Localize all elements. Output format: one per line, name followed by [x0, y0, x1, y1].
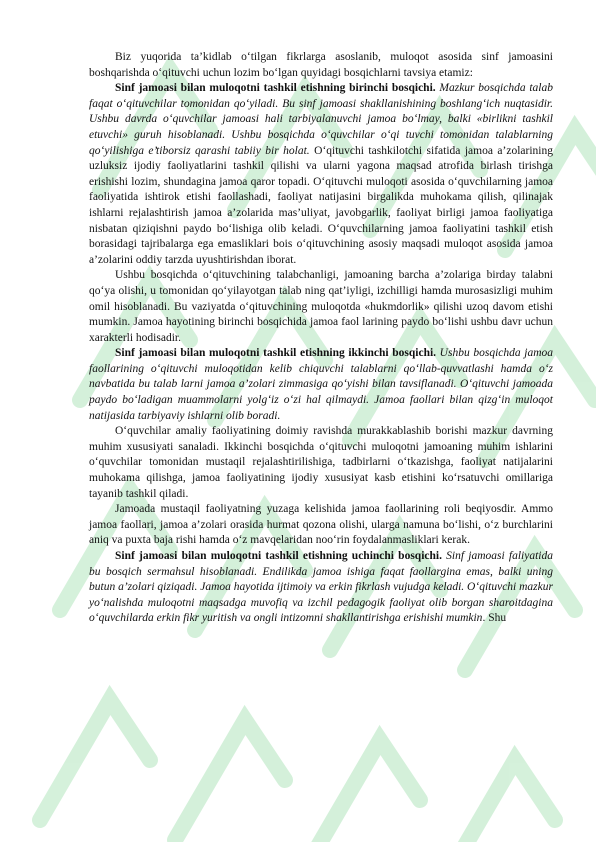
- body-text: . Shu: [482, 612, 507, 625]
- paragraph: [89, 81, 553, 268]
- paragraph: [89, 424, 553, 502]
- section-heading: Sinf jamoasi bilan muloqotni tashkil etishning uchinchi bosqichi.: [115, 550, 442, 562]
- paragraph: [89, 50, 553, 81]
- section-heading: Sinf jamoasi bilan muloqotni tashkil etishning birinchi bosqichi.: [115, 82, 436, 95]
- body-text: Jamoada mustaqil faoliyatning yuzaga kelishida jamoa faollarining roli beqiyosdir. Ammo jamoa faollari, jamoa a’zolari orasida hurmat qozona olishi, ularga namuna bo‘lishi, o‘z burchlarini aniq va puxta baja rishi hamda o‘z mavqelaridan noo‘rin foydalanmasliklari kerak.: [89, 503, 553, 547]
- italic-text: Sinf jamoasi faliyatida bu bosqich sermahsul hisoblanadi. Endilikda jamoa ishiga faqat faollargina emas, balki uning butun a’zolari qiziqadi. Jamoa hayotida ijtimoiy va erkin fikrlash vujudga keladi. O‘qituvchi mazkur yo‘nalishda muloqotni maqsadga muvofiq va izchil pedagogik faoliyat olib borgan sharoitdagina o‘quvchilarda erkin fikr yuritish va ongli intizomni shakllantirishga erishishi mumkin: [89, 550, 553, 625]
- italic-text: Mazkur bosqichda talab faqat o‘qituvchilar tomonidan qo‘yiladi. Bu sinf jamoasi shakllanishining boshlang‘ich nuqtasidir. Ushbu davrda o‘quvchilar jamoasi hali tarbiyalanuvchi jamoa bo‘lmay, balki «birlikni tashkil etuvchi» guruh hisoblanadi. Ushbu bosqichda o‘quvchilar o‘qi tuvchi tomonidan talablarning qo‘yilishiga e’tiborsiz qarashi tabiiy bir holat.: [89, 82, 553, 157]
- italic-text: Ushbu bosqichda jamoa faollarining o‘qituvchi muloqotidan kelib chiquvchi talablarni qo‘llab-quvvatlashi hamda o‘z navbatida bu talab larni jamoa a’zolari zimmasiga qo‘yishi bilan tavsiflanadi. O‘qituvchi jamoada paydo bo‘ladigan muammolarni yolg‘iz o‘zi hal qilmaydi. Jamoa faollari bilan qizg‘in muloqot natijasida tarbiyaviy ishlarni olib boradi.: [89, 347, 554, 422]
- body-text: O‘quvchilar amaliy faoliyatining doimiy ravishda murakkablashib borishi mazkur davrning muhim xususiyati sanaladi. Ikkinchi bosqichda o‘qituvchi muloqotni jamoaning muhim ishlarini o‘quvchilar tomonidan mustaqil rejalashtirilishiga, tadbirlarni o‘tkazishga, faoliyat natijalarini muhokama qilishga, jamoa faoliyatining ijodiy xususiyat kasb etishini ko‘rsatuvchi omillariga tayanib tashkil qiladi.: [89, 425, 553, 500]
- paragraph: [89, 346, 553, 424]
- paragraph: [89, 502, 553, 549]
- body-text: Ushbu bosqichda o‘qituvchining talabchanligi, jamoaning barcha a’zolariga birday talabni qo‘ya olishi, u tomonidan qo‘yilayotgan talab ning qat’iyligi, izchilligi hamda murosasizligi muhim omil hisoblanadi. Bu vaziyatda o‘qituvchining muloqotda «hukmdorlik» qilishi uzoq davom etishi mumkin. Jamoa hayotining birinchi bosqichida jamoa faol larining paydo bo‘lishi ushbu davr uchun xarakterli hodisadir.: [89, 269, 553, 344]
- section-heading: Sinf jamoasi bilan muloqotni tashkil etishning ikkinchi bosqichi.: [115, 347, 437, 360]
- body-text: O‘qituvchi tashkilotchi sifatida jamoa a’zolarining uzluksiz ijodiy faoliyatlarini tashkil qilishi va ularni yagona maqsad atrofida birlash tirishga erishishi lozim, shundagina jamoa qaror topadi. O‘qituvchi muloqoti asosida o‘quvchilarning jamoa faoliyatida ishtirok etishi faollashadi, faoliyat natijasini birgalikda muhokama qilish, qilinajak ishlarni rejalashtirish jamoa a’zolarida mas’uliyat, javobgarlik, faoliyat birligi jamoa faoliyatiga nisbatan qiziqishni paydo bo‘lishiga olib keladi. O‘quvchilarning jamoa faoliyatini tashkil etish borasidagi tajribalarga ega emasliklari bois o‘qituvchining asosiy maqsadi muloqot asosida jamoa a’zolarini oddiy tarzda uyushtirishdan iborat.: [89, 144, 553, 266]
- paragraph: [89, 549, 553, 627]
- paragraph: [89, 268, 553, 346]
- document-page: [89, 50, 553, 627]
- body-text: Biz yuqorida ta’kidlab o‘tilgan fikrlarga asoslanib, muloqot asosida sinf jamoasini boshqarishda o‘qituvchi uchun lozim bo‘lgan quyidagi bosqichlarni tavsiya etamiz:: [89, 51, 553, 79]
